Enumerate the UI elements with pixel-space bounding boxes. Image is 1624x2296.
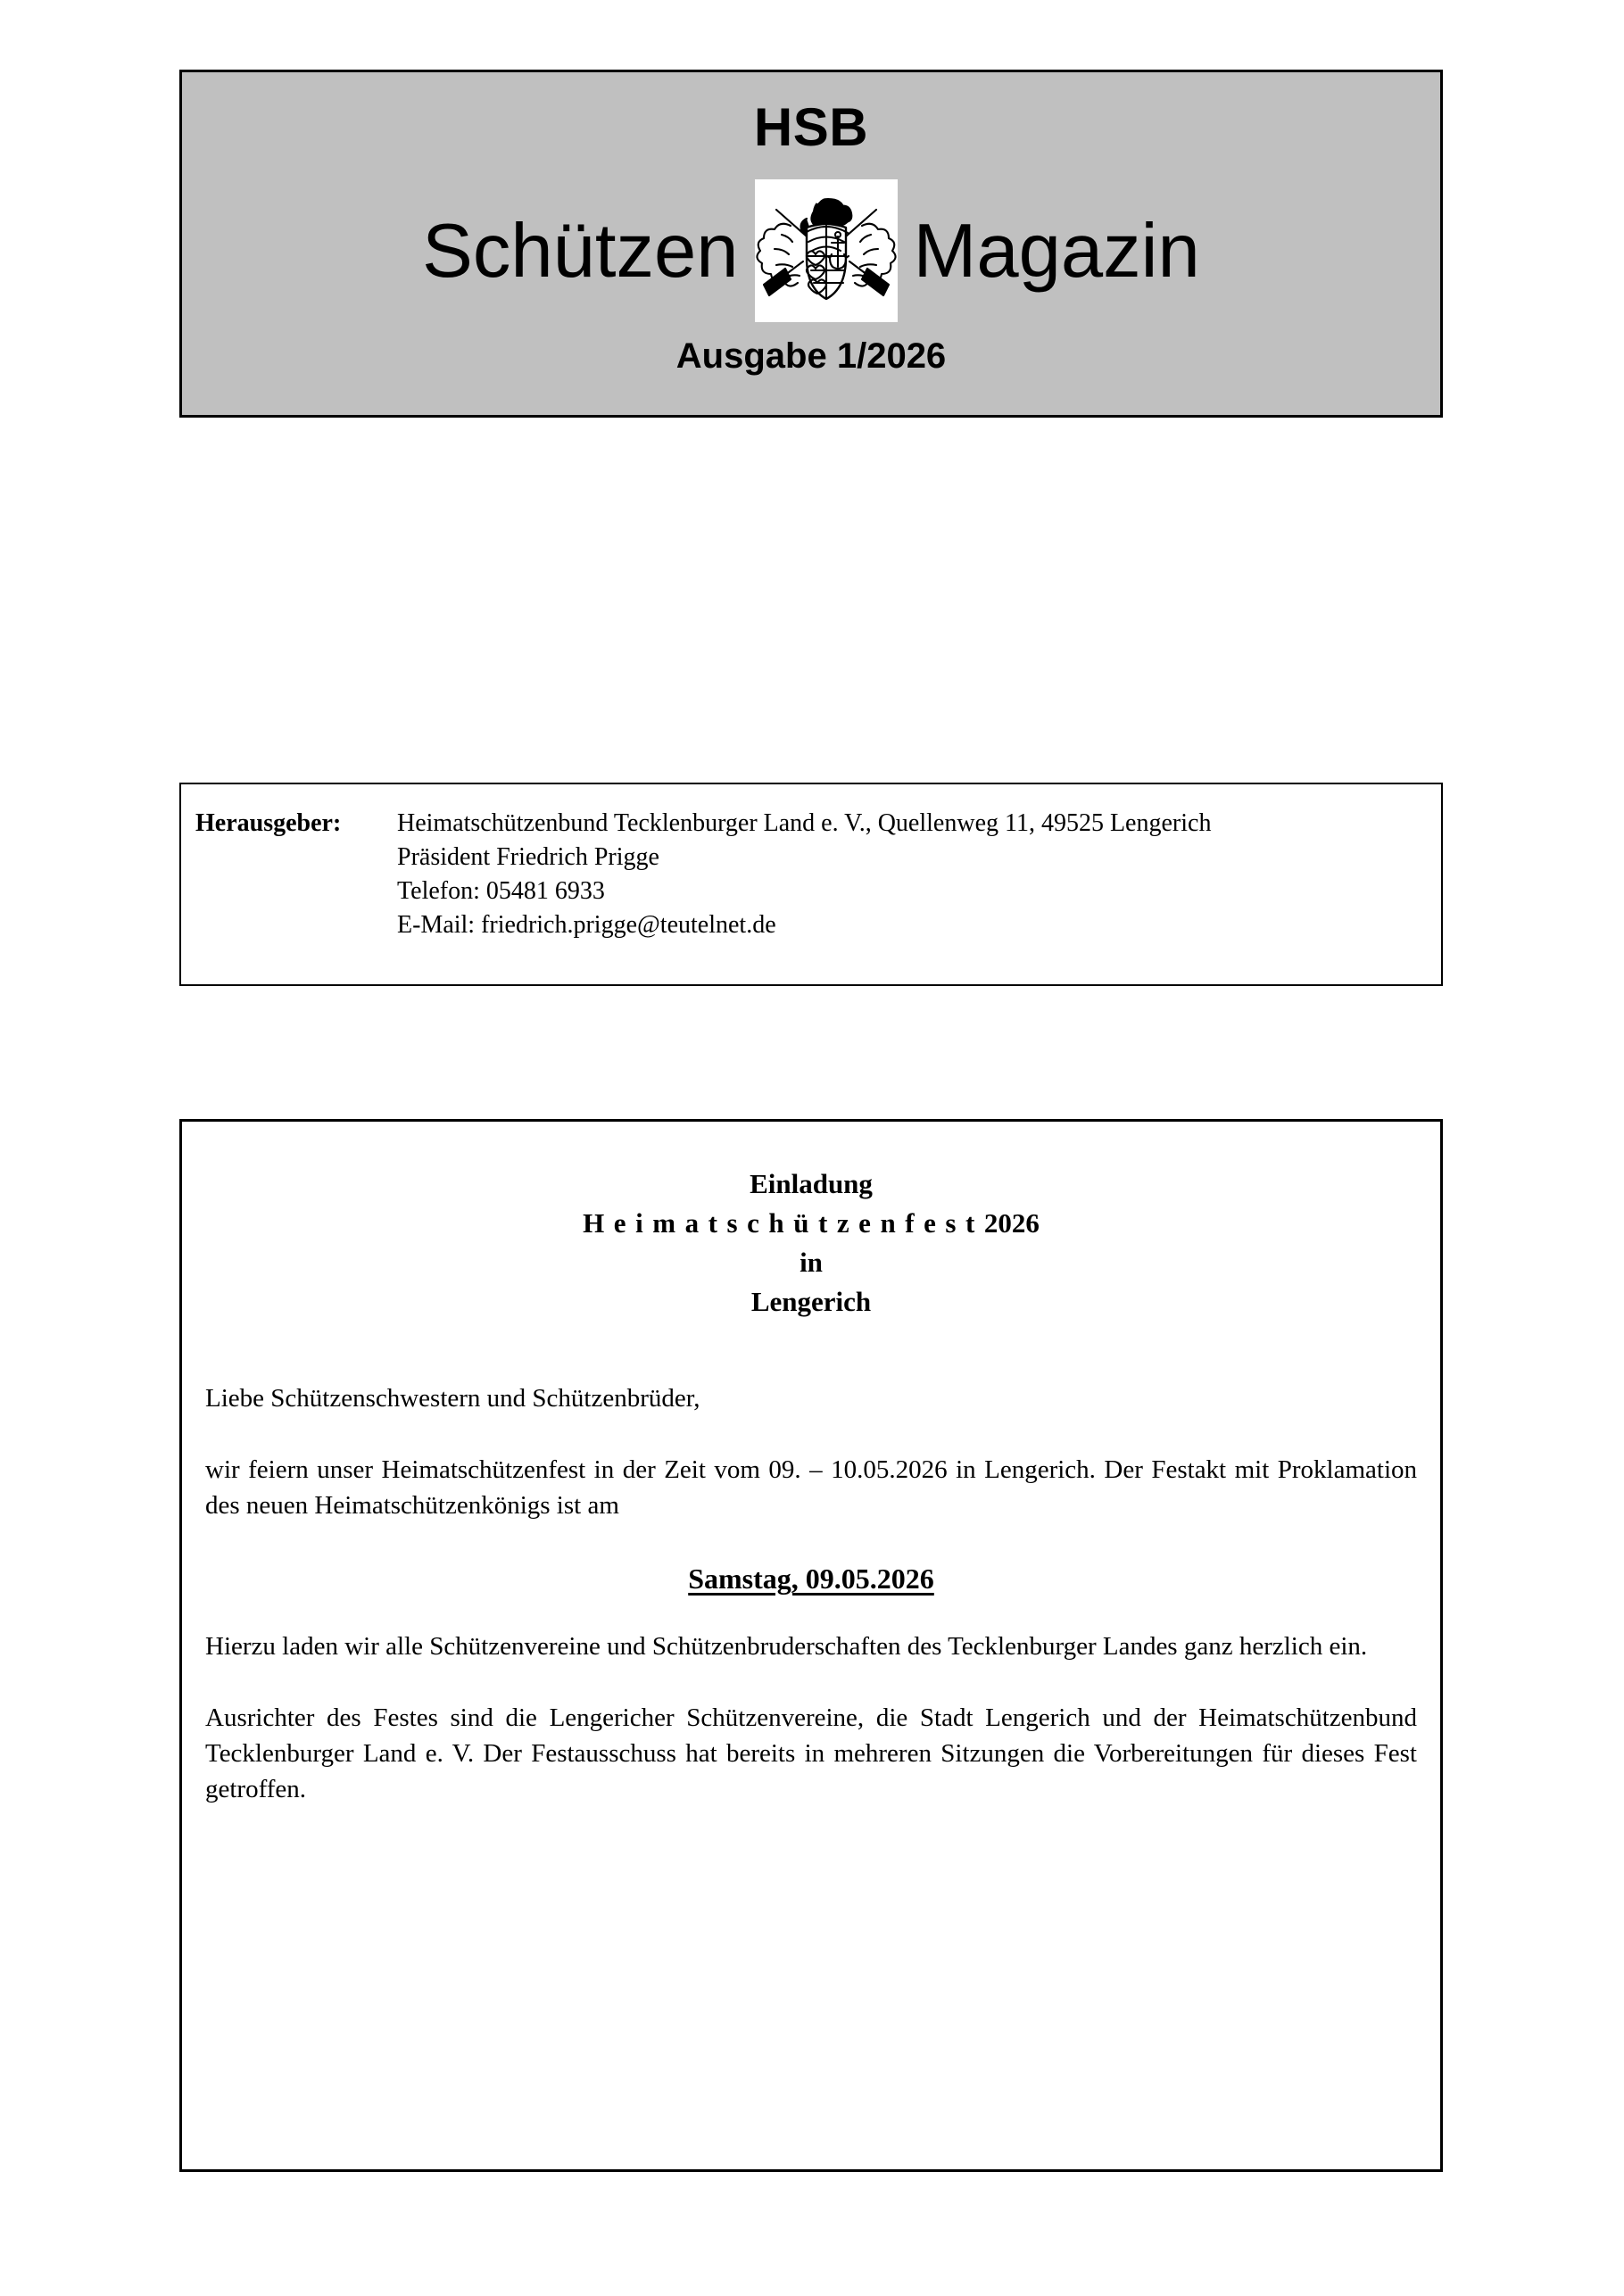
invitation-heading-year: 2026 <box>983 1207 1040 1239</box>
invitation-paragraph-3: Ausrichter des Festes sind die Lengericher Schützenvereine, die Stadt Lengerich und der Heimatschützenbund Tecklenburger Land e. V. Der Festausschuss hat bereits in mehreren Sitzungen die Vorbereitungen für dieses Fest getroffen. <box>205 1703 1417 1803</box>
hsb-coat-of-arms-icon <box>755 179 898 322</box>
publisher-inner <box>181 784 1441 942</box>
masthead-banner <box>179 70 1443 418</box>
invitation-date-line <box>205 1559 1417 1598</box>
publisher-label: Herausgeber: <box>195 809 342 837</box>
masthead-acronym: HSB <box>753 97 869 157</box>
masthead-title-row <box>182 170 1440 331</box>
publisher-line-telephone: Telefon: 05481 6933 <box>397 877 605 905</box>
publisher-line-president: Präsident Friedrich Prigge <box>397 843 659 871</box>
masthead-title-right: Magazin <box>913 208 1200 294</box>
invitation-paragraph-2: Hierzu laden wir alle Schützenvereine und Schützenbruderschaften des Tecklenburger Landes ganz herzlich ein. <box>205 1632 1368 1661</box>
invitation-heading-line-3: in <box>800 1247 823 1278</box>
invitation-heading-line-1: Einladung <box>750 1168 873 1199</box>
masthead-issue-label: Ausgabe 1/2026 <box>675 336 947 376</box>
masthead-title-left: Schützen <box>422 208 739 294</box>
publisher-box <box>179 783 1443 986</box>
publisher-line-organisation: Heimatschützenbund Tecklenburger Land e. V., Quellenweg 11, 49525 Lengerich <box>397 809 1212 837</box>
masthead-inner <box>182 72 1440 415</box>
invitation-paragraph-1: wir feiern unser Heimatschützenfest in der Zeit vom 09. – 10.05.2026 in Lengerich. Der Festakt mit Proklamation des neuen Heimatschützenkönigs ist am <box>205 1455 1417 1520</box>
invitation-heading-line-2 <box>205 1204 1417 1243</box>
invitation-heading-line-4: Lengerich <box>750 1286 872 1317</box>
publisher-line-email: E-Mail: friedrich.prigge@teutelnet.de <box>397 911 776 939</box>
invitation-salutation: Liebe Schützenschwestern und Schützenbrüder, <box>205 1384 700 1413</box>
invitation-inner <box>182 1122 1440 1807</box>
invitation-heading-event: Heimatschützenfest <box>583 1207 984 1239</box>
publisher-details <box>397 807 1211 942</box>
invitation-box <box>179 1119 1443 2172</box>
invitation-heading <box>205 1165 1417 1322</box>
invitation-date: Samstag, 09.05.2026 <box>688 1562 934 1595</box>
